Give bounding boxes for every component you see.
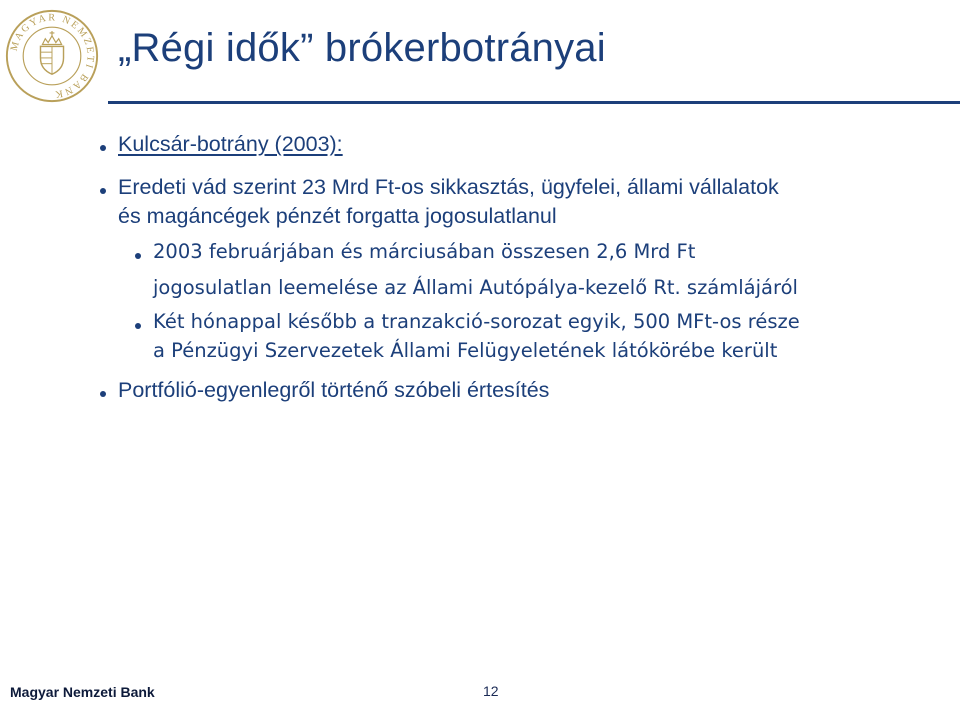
- bullet-5-line-1: Portfólió-egyenlegről történő szóbeli értesítés: [118, 378, 550, 402]
- bullet-marker: [135, 323, 141, 329]
- bullet-3-line-1: 2003 februárjában és márciusában összesen 2,6 Mrd Ft: [153, 240, 696, 263]
- bullet-marker: [100, 188, 106, 194]
- crest-icon: [40, 31, 63, 74]
- slide-title: „Régi idők” brókerbotrányai: [118, 26, 606, 70]
- bullet-4-line-2: a Pénzügyi Szervezetek Állami Felügyeletének látókörébe került: [153, 339, 778, 362]
- title-divider: [108, 101, 960, 104]
- bullet-1-line-1: Kulcsár-botrány (2003):: [118, 132, 343, 156]
- page-number: 12: [483, 683, 499, 699]
- seal-text: MAGYAR NEMZETI BANK: [8, 12, 96, 100]
- bullet-marker: [100, 145, 106, 151]
- footer-organization: Magyar Nemzeti Bank: [10, 684, 155, 700]
- bullet-marker: [100, 391, 106, 397]
- bullet-marker: [135, 253, 141, 259]
- bullet-4-line-1: Két hónappal később a tranzakció-sorozat egyik, 500 MFt-os része: [153, 310, 800, 333]
- bullet-2-line-2: és magáncégek pénzét forgatta jogosulatlanul: [118, 204, 557, 228]
- bullet-2-line-1: Eredeti vád szerint 23 Mrd Ft-os sikkasztás, ügyfelei, állami vállalatok: [118, 175, 779, 199]
- bullet-3-line-2: jogosulatlan leemelése az Állami Autópálya-kezelő Rt. számlájáról: [153, 276, 798, 299]
- mnb-seal-logo: [4, 8, 100, 104]
